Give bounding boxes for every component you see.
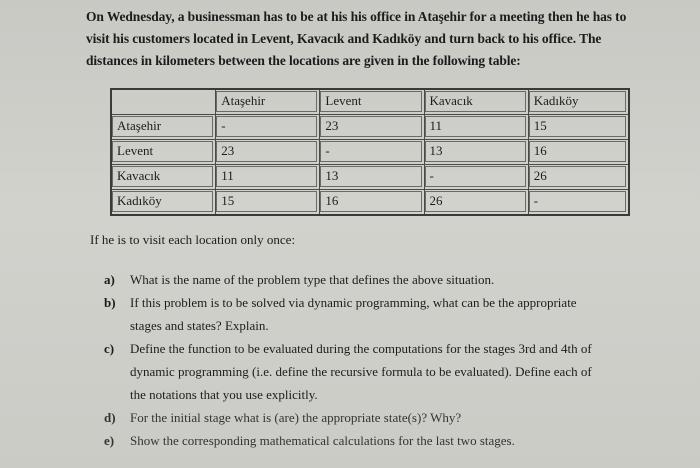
table-header-cell [216, 89, 320, 115]
row-label-levent: Levent [112, 141, 213, 162]
header-kavacik: Kavacık [425, 91, 526, 112]
cell-value: 15 [529, 116, 626, 137]
row-label-cell [111, 115, 216, 140]
table-row [111, 165, 629, 190]
header-kadikoy: Kadıköy [529, 91, 626, 112]
table-cell [424, 140, 528, 165]
question-b [104, 291, 664, 337]
table-cell [320, 140, 424, 165]
table-cell [424, 115, 528, 140]
question-text [130, 429, 664, 452]
question-text [130, 291, 664, 337]
question-text [130, 406, 664, 429]
table-row [111, 140, 629, 165]
row-label-atasehir: Ataşehir [112, 116, 213, 137]
cell-value: 16 [529, 141, 626, 162]
table-row [111, 115, 629, 140]
table-header-cell [320, 89, 424, 115]
table-header-row [111, 89, 629, 115]
problem-statement-line: visit his customers located in Levent, Kavacık and Kadıköy and turn back to his office. The [86, 31, 602, 46]
cell-value: 23 [320, 116, 421, 137]
question-label: b) [104, 295, 116, 310]
table-cell [320, 190, 424, 216]
cell-value: 13 [320, 166, 421, 187]
question-line: For the initial stage what is (are) the appropriate state(s)? Why? [130, 410, 462, 425]
table-cell [216, 165, 320, 190]
question-label: e) [104, 433, 115, 448]
question-list [104, 268, 664, 452]
cell-value: 11 [216, 166, 317, 187]
table-cell [528, 165, 629, 190]
cell-value: 13 [425, 141, 526, 162]
question-label: c) [104, 341, 115, 356]
row-label-kavacik: Kavacık [112, 166, 213, 187]
table-header-cell [528, 89, 629, 115]
cell-value: - [320, 141, 421, 162]
problem-statement-line: distances in kilometers between the locations are given in the following table: [86, 53, 521, 68]
problem-statement [86, 6, 666, 72]
table-cell [216, 190, 320, 216]
question-intro: If he is to visit each location only once: [90, 232, 296, 247]
question-line: Define the function to be evaluated during the computations for the stages 3rd and 4th of [130, 341, 592, 356]
cell-value: - [425, 166, 526, 187]
table-cell [528, 140, 629, 165]
question-line: dynamic programming (i.e. define the recursive formula to be evaluated). Define each of [130, 364, 592, 379]
cell-value: 16 [320, 191, 421, 212]
table-cell [216, 140, 320, 165]
question-label: a) [104, 272, 115, 287]
header-atasehir: Ataşehir [216, 91, 317, 112]
question-line: Show the corresponding mathematical calculations for the last two stages. [130, 433, 515, 448]
question-line: If this problem is to be solved via dynamic programming, what can be the appropriate [130, 295, 577, 310]
question-c [104, 337, 664, 406]
table-cell [320, 165, 424, 190]
question-e [104, 429, 664, 452]
cell-value: 15 [216, 191, 317, 212]
question-line: What is the name of the problem type that defines the above situation. [130, 272, 495, 287]
row-label-cell [111, 140, 216, 165]
question-text [130, 337, 664, 406]
row-label-cell [111, 190, 216, 216]
table-cell [424, 165, 528, 190]
question-line: the notations that you use explicitly. [130, 387, 318, 402]
question-a [104, 268, 664, 291]
problem-statement-line: On Wednesday, a businessman has to be at his his office in Ataşehir for a meeting then he has to [86, 9, 627, 24]
cell-value: 11 [425, 116, 526, 137]
question-d [104, 406, 664, 429]
table-cell [528, 190, 629, 216]
distance-table [110, 88, 630, 216]
table-cell [320, 115, 424, 140]
header-levent: Levent [320, 91, 421, 112]
question-line: stages and states? Explain. [130, 318, 269, 333]
cell-value: 23 [216, 141, 317, 162]
cell-value: 26 [529, 166, 626, 187]
row-label-cell [111, 165, 216, 190]
table-cell [528, 115, 629, 140]
table-cell [216, 115, 320, 140]
question-text [130, 268, 664, 291]
table-row [111, 190, 629, 216]
cell-value: - [529, 191, 626, 212]
row-label-kadikoy: Kadıköy [112, 191, 213, 212]
question-label: d) [104, 410, 116, 425]
table-header-cell [424, 89, 528, 115]
table-cell [424, 190, 528, 216]
cell-value: 26 [425, 191, 526, 212]
cell-value: - [216, 116, 317, 137]
table-corner-cell [111, 89, 216, 115]
